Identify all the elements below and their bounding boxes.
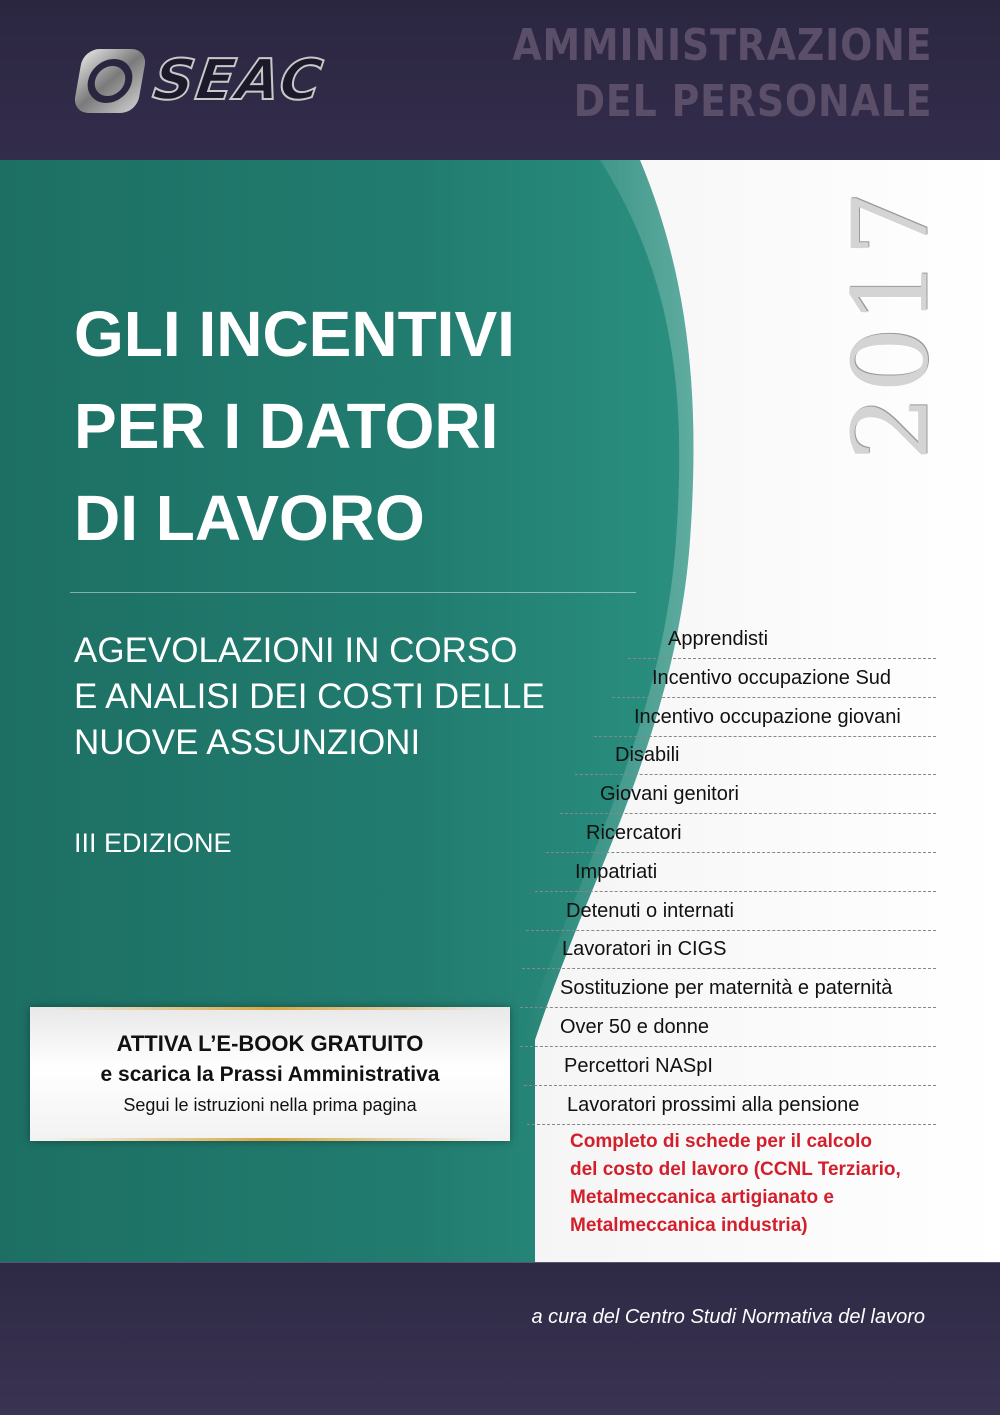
credit-line: a cura del Centro Studi Normativa del lavoro xyxy=(531,1306,925,1328)
year-text: 2017 xyxy=(829,188,952,462)
seac-logo-icon xyxy=(72,49,147,113)
subtitle-line-2: E ANALISI DEI COSTI DELLE xyxy=(74,677,545,716)
topic-divider xyxy=(594,736,936,737)
topic-item: Giovani genitori xyxy=(600,783,739,806)
topic-item: Ricercatori xyxy=(586,822,682,844)
edition-label: III EDIZIONE xyxy=(74,828,232,858)
topic-divider xyxy=(522,968,936,969)
topic-item: Lavoratori in CIGS xyxy=(562,938,727,961)
title-line-1: GLI INCENTIVI xyxy=(74,298,515,370)
title-line-3: DI LAVORO xyxy=(74,482,425,554)
publisher-logo xyxy=(78,48,328,113)
topic-item: Incentivo occupazione giovani xyxy=(634,705,901,728)
topic-divider xyxy=(535,891,936,892)
topic-item: Impatriati xyxy=(575,860,658,883)
note-line-1: Completo di schede per il calcolo xyxy=(570,1131,872,1152)
topic-divider xyxy=(520,1007,936,1008)
series-line-2: DEL PERSONALE xyxy=(573,76,932,127)
ebook-line-2: e scarica la Prassi Amministrativa xyxy=(100,1063,440,1086)
topic-item: Apprendisti xyxy=(668,628,769,650)
series-title xyxy=(512,18,932,130)
topic-divider xyxy=(575,774,936,775)
ebook-line-1: ATTIVA L’E-BOOK GRATUITO xyxy=(116,1031,424,1056)
year-label xyxy=(829,188,952,462)
note-line-3: Metalmeccanica artigianato e xyxy=(570,1187,834,1208)
subtitle-line-3: NUOVE ASSUNZIONI xyxy=(74,723,421,762)
topic-divider xyxy=(560,813,936,814)
series-line-1: AMMINISTRAZIONE xyxy=(511,20,932,71)
title-divider xyxy=(70,592,636,593)
topic-item: Percettori NASpI xyxy=(564,1054,713,1077)
ebook-banner xyxy=(30,1007,510,1141)
book-title xyxy=(74,288,515,564)
topic-divider xyxy=(526,930,936,931)
subtitle-line-1: AGEVOLAZIONI IN CORSO xyxy=(74,631,518,670)
title-line-2: PER I DATORI xyxy=(74,390,499,462)
topic-divider xyxy=(546,852,936,853)
topic-item: Detenuti o internati xyxy=(566,899,734,922)
topic-item: Sostituzione per maternità e paternità xyxy=(560,977,893,1000)
calc-note xyxy=(570,1128,901,1240)
topic-divider xyxy=(520,1046,936,1047)
note-line-4: Metalmeccanica industria) xyxy=(570,1215,808,1236)
topic-divider xyxy=(628,658,936,659)
topic-divider xyxy=(524,1085,936,1086)
topic-item: Disabili xyxy=(615,744,680,767)
note-line-2: del costo del lavoro (CCNL Terziario, xyxy=(570,1159,901,1180)
topic-divider xyxy=(527,1124,936,1125)
topic-item: Lavoratori prossimi alla pensione xyxy=(567,1093,860,1116)
topic-item: Over 50 e donne xyxy=(560,1016,709,1038)
book-subtitle xyxy=(74,628,545,766)
topic-divider xyxy=(612,697,936,698)
ebook-banner-bottom-rule xyxy=(50,1138,490,1141)
bottom-band xyxy=(0,1262,1000,1415)
topic-item: Incentivo occupazione Sud xyxy=(652,666,892,689)
publisher-name: SEAC xyxy=(149,48,328,113)
ebook-line-3: Segui le istruzioni nella prima pagina xyxy=(123,1095,417,1115)
ebook-banner-top-rule xyxy=(50,1007,490,1010)
